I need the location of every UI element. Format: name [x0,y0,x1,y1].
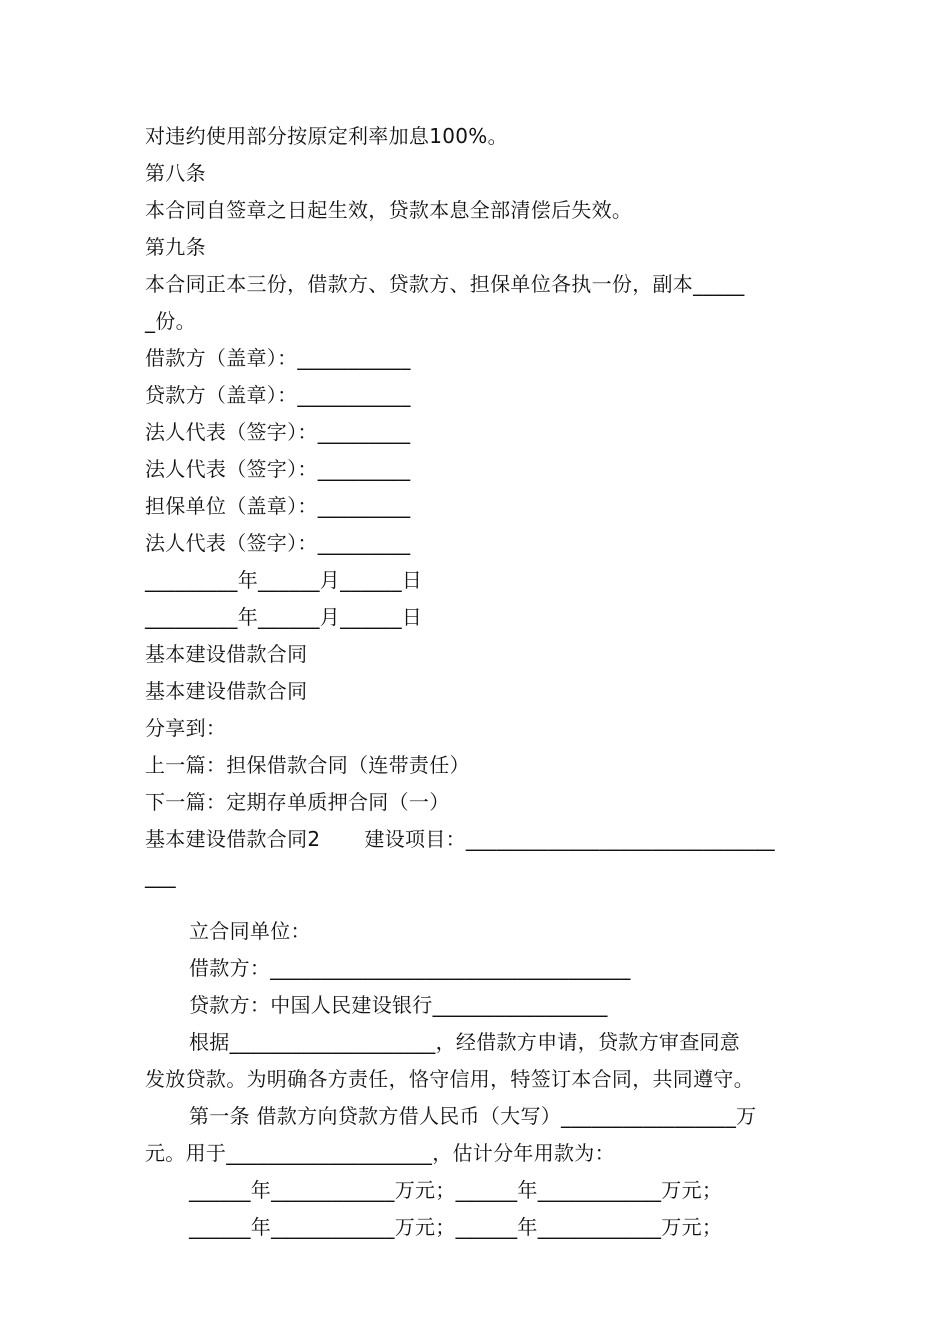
basis-line-2: 发放贷款。为明确各方责任，恪守信用，特签订本合同，共同遵守。 [145,1067,754,1091]
document-page [145,118,810,1246]
signature-legal-rep-2: 法人代表（签字）：_________ [145,457,411,481]
text-line-copies: 本合同正本三份，借款方、贷款方、担保单位各执一份，副本_____ [145,272,745,296]
article-8-heading: 第八条 [145,161,206,185]
related-title-2: 基本建设借款合同 [145,679,308,703]
next-article-link[interactable]: 下一篇：定期存单质押合同（一） [145,790,450,814]
article-1-line-2: 元。用于____________________，估计分年用款为： [145,1141,615,1165]
date-line-1: _________年______月______日 [145,568,423,592]
project-line-wrap: ___ [145,864,176,888]
article-9-heading: 第九条 [145,235,206,259]
signature-borrower-seal: 借款方（盖章）：___________ [145,346,411,370]
contract2-header-line [145,821,810,858]
text-line-penalty-interest: 对违约使用部分按原定利率加息100%。 [145,124,508,148]
schedule-row-1: ______年____________万元；______年____________万元； [189,1178,723,1202]
borrower-line: 借款方：___________________________________ [189,956,631,980]
signature-lender-seal: 贷款方（盖章）：___________ [145,383,411,407]
date-line-2: _________年______月______日 [145,605,423,629]
signature-legal-rep-3: 法人代表（签字）：_________ [145,531,411,555]
previous-article-link[interactable]: 上一篇：担保借款合同（连带责任） [145,753,470,777]
signature-guarantor-seal: 担保单位（盖章）：_________ [145,494,411,518]
text-line-copies-wrap: _份。 [145,309,196,333]
basis-line-1: 根据____________________，经借款方申请，贷款方审查同意 [189,1030,741,1054]
share-label: 分享到： [145,716,227,740]
contract2-title: 基本建设借款合同2 [145,827,321,851]
signature-legal-rep-1: 法人代表（签字）：_________ [145,420,411,444]
text-line-effective: 本合同自签章之日起生效，贷款本息全部清偿后失效。 [145,198,633,222]
schedule-row-2: ______年____________万元；______年____________万元； [189,1215,723,1239]
related-title-1: 基本建设借款合同 [145,642,308,666]
article-1-line-1: 第一条 借款方向贷款方借人民币（大写）_________________万 [189,1104,757,1128]
project-label: 建设项目：______________________________ [364,827,775,851]
lender-line: 贷款方：中国人民建设银行_________________ [189,993,608,1017]
parties-label: 立合同单位： [189,919,311,943]
